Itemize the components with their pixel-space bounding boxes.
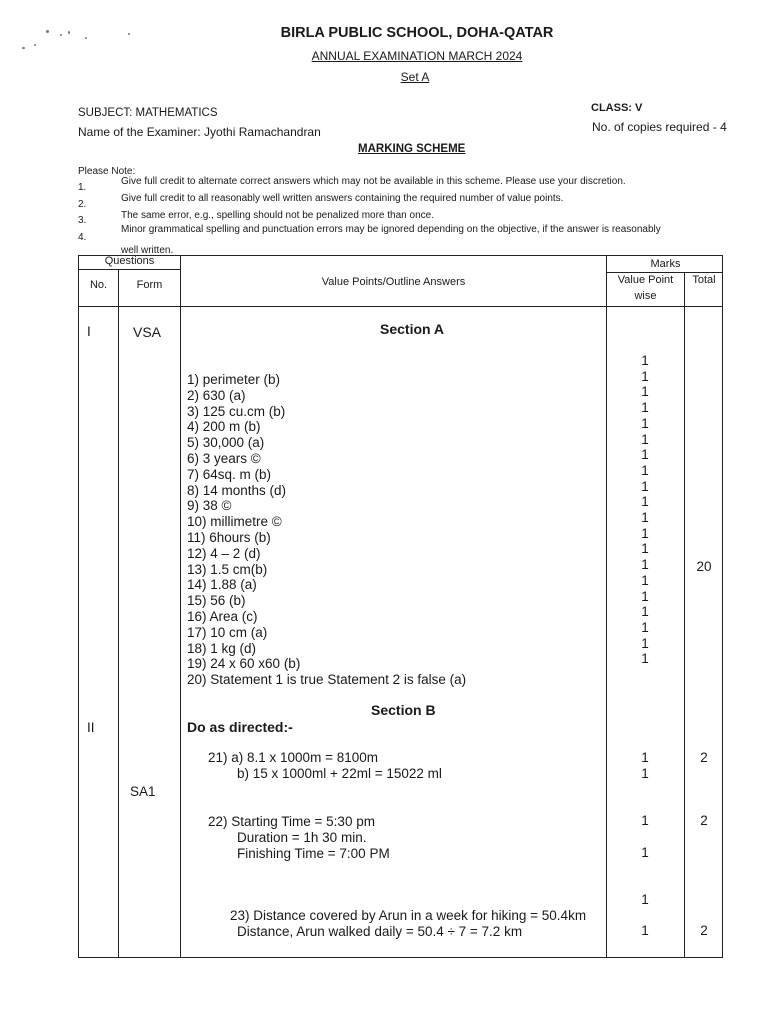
subject-line: SUBJECT: MATHEMATICS bbox=[78, 107, 218, 119]
exam-title: ANNUAL EXAMINATION MARCH 2024 bbox=[311, 49, 523, 63]
value-point-mark: 1 bbox=[641, 368, 649, 384]
no-header: No. bbox=[89, 279, 108, 291]
total-header: Total bbox=[692, 274, 716, 286]
value-point-mark: 1 bbox=[641, 750, 649, 765]
q22-line: Duration = 1h 30 min. bbox=[237, 830, 367, 845]
value-point-mark: 1 bbox=[641, 462, 649, 478]
value-point-mark: 1 bbox=[641, 415, 649, 431]
value-point-mark: 1 bbox=[641, 431, 649, 447]
section-a-total: 20 bbox=[696, 559, 712, 574]
marking-table bbox=[78, 255, 723, 958]
marks-header: Marks bbox=[650, 258, 681, 270]
answer-item: 2) 630 (a) bbox=[187, 387, 246, 403]
q23-line: Distance, Arun walked daily = 50.4 ÷ 7 = 7.2 km bbox=[237, 924, 523, 939]
value-point-mark: 1 bbox=[641, 525, 649, 541]
column-divider bbox=[606, 256, 607, 958]
note-text: Give full credit to alternate correct answers which may not be available in this scheme. Please use your discretion. bbox=[121, 176, 626, 187]
q21-line: 21) a) 8.1 x 1000m = 8100m bbox=[208, 750, 378, 765]
value-point-mark: 1 bbox=[641, 557, 649, 573]
question-total-mark: 2 bbox=[700, 813, 708, 828]
value-point-mark: 1 bbox=[641, 478, 649, 494]
note-number: 2. bbox=[78, 199, 87, 210]
q21-line: b) 15 x 1000ml + 22ml = 15022 ml bbox=[237, 766, 442, 781]
header-bottom-line bbox=[79, 306, 723, 307]
value-point-mark: 1 bbox=[641, 447, 649, 463]
note-text: The same error, e.g., spelling should not be penalized more than once. bbox=[121, 210, 434, 221]
question-form: SA1 bbox=[130, 784, 156, 799]
value-point-wise-header: wise bbox=[634, 290, 657, 302]
answer-item: 17) 10 cm (a) bbox=[187, 624, 268, 640]
note-text: well written. bbox=[121, 245, 174, 256]
value-point-mark: 1 bbox=[641, 400, 649, 416]
section-a-title: Section A bbox=[380, 321, 445, 337]
value-point-mark: 1 bbox=[641, 353, 649, 368]
value-point-mark: 1 bbox=[641, 923, 649, 938]
answer-item: 14) 1.88 (a) bbox=[187, 577, 257, 593]
answer-item: 4) 200 m (b) bbox=[187, 419, 261, 435]
value-point-mark: 1 bbox=[641, 845, 649, 860]
question-form: VSA bbox=[133, 324, 162, 340]
value-point-mark: 1 bbox=[641, 635, 649, 651]
column-divider bbox=[684, 272, 685, 958]
note-text: Minor grammatical spelling and punctuation errors may be ignored depending on the objective, if the answer is reasonably bbox=[121, 224, 661, 235]
class-line: CLASS: V bbox=[591, 102, 643, 114]
q22-line: 22) Starting Time = 5:30 pm bbox=[208, 814, 375, 829]
answer-item: 12) 4 – 2 (d) bbox=[187, 545, 261, 561]
column-divider bbox=[180, 256, 181, 958]
q22-line: Finishing Time = 7:00 PM bbox=[237, 846, 390, 861]
value-point-mark: 1 bbox=[641, 541, 649, 557]
value-point-mark: 1 bbox=[641, 892, 649, 907]
value-point-mark: 1 bbox=[641, 619, 649, 635]
answer-item: 16) Area (c) bbox=[187, 609, 258, 624]
answer-item: 8) 14 months (d) bbox=[187, 482, 287, 498]
note-text: Give full credit to all reasonably well written answers containing the required number of value points. bbox=[121, 193, 564, 204]
school-name: BIRLA PUBLIC SCHOOL, DOHA-QATAR bbox=[280, 25, 554, 41]
column-divider bbox=[118, 269, 119, 958]
answer-item: 11) 6hours (b) bbox=[187, 530, 271, 545]
value-point-wise-header: Value Point bbox=[617, 274, 674, 286]
q23-line: 23) Distance covered by Arun in a week for hiking = 50.4km bbox=[230, 908, 587, 923]
answer-item: 9) 38 © bbox=[187, 498, 232, 514]
value-point-mark: 1 bbox=[641, 588, 649, 604]
value-point-mark: 1 bbox=[641, 510, 649, 525]
notes-heading: Please Note: bbox=[78, 166, 136, 177]
section-b-title: Section B bbox=[371, 702, 436, 718]
answer-item: 10) millimetre © bbox=[187, 514, 282, 530]
question-number: I bbox=[87, 324, 91, 339]
document-title: MARKING SCHEME bbox=[358, 143, 466, 155]
questions-header: Questions bbox=[104, 255, 155, 267]
answer-item: 3) 125 cu.cm (b) bbox=[187, 403, 286, 419]
answer-item: 13) 1.5 cm(b) bbox=[187, 561, 268, 577]
value-points-header: Value Points/Outline Answers bbox=[321, 276, 466, 288]
section-b-directive: Do as directed:- bbox=[187, 719, 293, 735]
note-number: 4. bbox=[78, 232, 87, 243]
answer-item: 20) Statement 1 is true Statement 2 is false (a) bbox=[187, 672, 467, 688]
question-total-mark: 2 bbox=[700, 750, 708, 765]
answer-item: 18) 1 kg (d) bbox=[187, 640, 257, 656]
exam-set: Set A bbox=[400, 70, 430, 84]
copies-line: No. of copies required - 4 bbox=[592, 120, 727, 134]
value-point-mark: 1 bbox=[641, 384, 649, 400]
value-point-mark: 1 bbox=[641, 572, 649, 588]
header-divider bbox=[606, 272, 723, 273]
answer-item: 5) 30,000 (a) bbox=[187, 435, 265, 451]
answer-item: 19) 24 x 60 x60 (b) bbox=[187, 656, 301, 672]
answer-item: 7) 64sq. m (b) bbox=[187, 466, 272, 482]
value-point-mark: 1 bbox=[641, 494, 649, 510]
answer-item: 15) 56 (b) bbox=[187, 593, 246, 609]
value-point-mark: 1 bbox=[641, 651, 649, 667]
examiner-line: Name of the Examiner: Jyothi Ramachandran bbox=[78, 125, 321, 139]
answer-item: 6) 3 years © bbox=[187, 451, 261, 466]
question-total-mark: 2 bbox=[700, 923, 708, 938]
value-point-mark: 1 bbox=[641, 604, 649, 620]
header-divider bbox=[79, 269, 180, 270]
value-point-mark: 1 bbox=[641, 766, 649, 781]
note-number: 1. bbox=[78, 182, 87, 193]
note-number: 3. bbox=[78, 215, 87, 226]
value-point-mark: 1 bbox=[641, 813, 649, 828]
question-number: II bbox=[87, 720, 95, 735]
form-header: Form bbox=[136, 279, 163, 291]
answer-item: 1) perimeter (b) bbox=[187, 372, 281, 387]
